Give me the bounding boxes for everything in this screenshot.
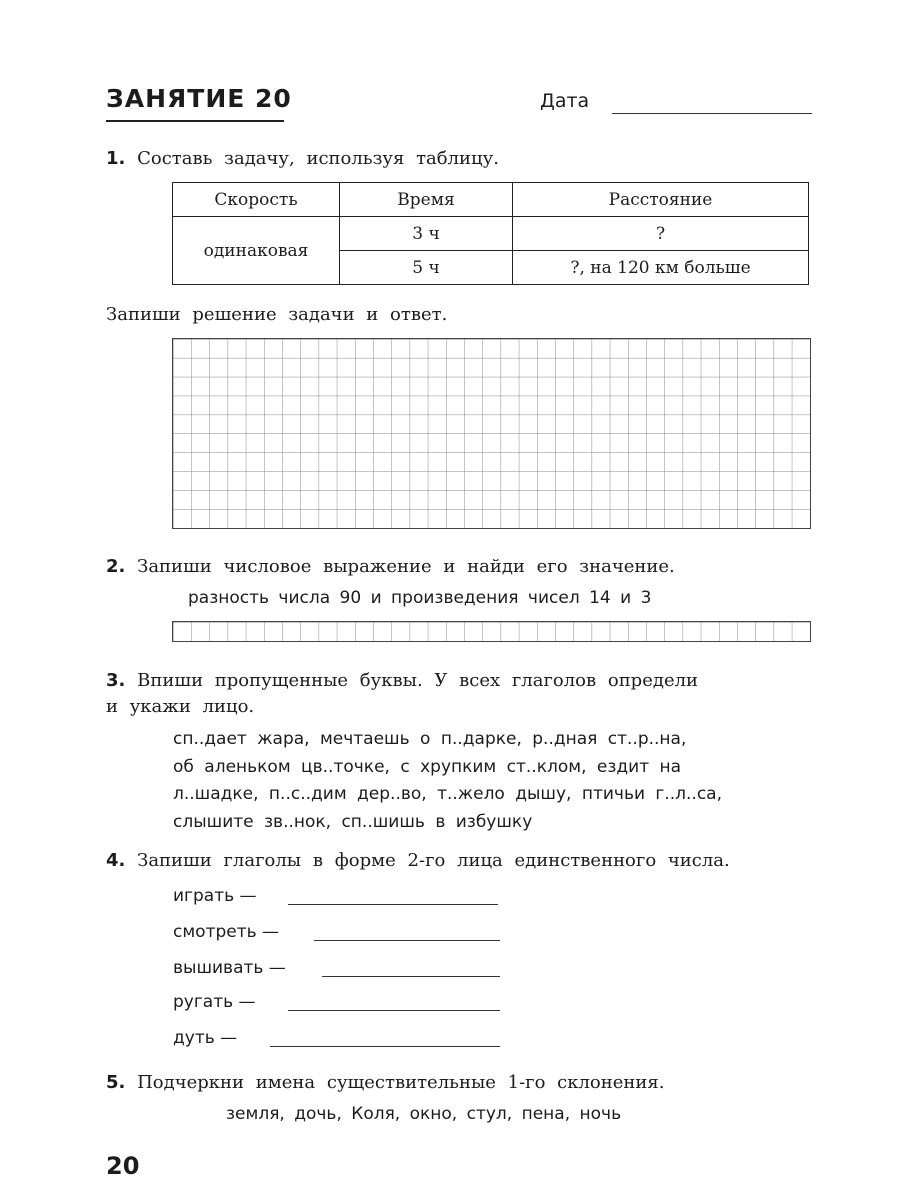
task-text: Впиши пропущенные буквы. У всех глаголов определи — [137, 670, 699, 691]
task-number: 1. — [106, 148, 126, 169]
verb-item: дуть — — [173, 1028, 238, 1048]
word-line: слышите зв..нок, сп..шишь в избушку — [173, 811, 533, 832]
task-4-prompt — [106, 848, 730, 874]
header-cell: Расстояние — [513, 183, 809, 217]
task-text: Запиши числовое выражение и найди его значение. — [137, 556, 675, 577]
table-header-row — [173, 183, 809, 217]
task-3-words — [173, 726, 823, 836]
answer-line[interactable] — [288, 904, 498, 905]
task-number: 2. — [106, 556, 126, 577]
answer-strip[interactable] — [172, 621, 811, 642]
verb-item: ругать — — [173, 992, 256, 1012]
task-2-expression: разность числа 90 и произведения чисел 14 и 3 — [188, 588, 652, 608]
distance-cell: ? — [513, 217, 809, 251]
answer-grid[interactable] — [172, 338, 811, 529]
date-field[interactable] — [612, 113, 812, 114]
answer-line[interactable] — [288, 1010, 500, 1011]
answer-line[interactable] — [314, 940, 500, 941]
word-line: об аленьком цв..точке, с хрупким ст..клом, ездит на — [173, 756, 682, 777]
task-text: Составь задачу, используя таблицу. — [137, 148, 499, 169]
task-2-prompt — [106, 554, 675, 580]
header-cell: Время — [340, 183, 513, 217]
task-text: Запиши глаголы в форме 2-го лица единственного числа. — [137, 850, 730, 871]
task-5-prompt — [106, 1070, 665, 1096]
table-row — [173, 217, 809, 251]
task-1-prompt — [106, 146, 499, 172]
title-underline — [106, 120, 284, 122]
answer-line[interactable] — [322, 976, 500, 977]
task-1-table — [172, 182, 809, 285]
verb-item: вышивать — — [173, 958, 286, 978]
task-number: 5. — [106, 1072, 126, 1093]
word-line: сп..дает жара, мечтаешь о п..дарке, р..дная ст..р..на, — [173, 729, 687, 749]
task-1-instruction: Запиши решение задачи и ответ. — [106, 304, 448, 325]
header-cell: Скорость — [173, 183, 340, 217]
time-cell: 5 ч — [340, 251, 513, 285]
word-line: л..шадке, п..с..дим дер..во, т..жело дышу, птичьи г..л..са, — [173, 784, 722, 804]
verb-item: смотреть — — [173, 922, 280, 942]
task-5-words: земля, дочь, Коля, окно, стул, пена, ночь — [226, 1104, 622, 1124]
speed-cell: одинаковая — [173, 217, 340, 285]
task-3-line-1 — [106, 668, 816, 694]
task-number: 3. — [106, 670, 126, 691]
task-3-prompt — [106, 668, 816, 720]
task-3-line-2: и укажи лицо. — [106, 696, 255, 717]
lesson-title: ЗАНЯТИЕ 20 — [106, 84, 292, 113]
verb-item: играть — — [173, 886, 257, 906]
page-number: 20 — [106, 1152, 140, 1180]
answer-line[interactable] — [270, 1046, 500, 1047]
date-label: Дата — [540, 90, 590, 112]
task-number: 4. — [106, 850, 126, 871]
task-text: Подчеркни имена существительные 1-го склонения. — [137, 1072, 665, 1093]
distance-cell: ?, на 120 км больше — [513, 251, 809, 285]
time-cell: 3 ч — [340, 217, 513, 251]
